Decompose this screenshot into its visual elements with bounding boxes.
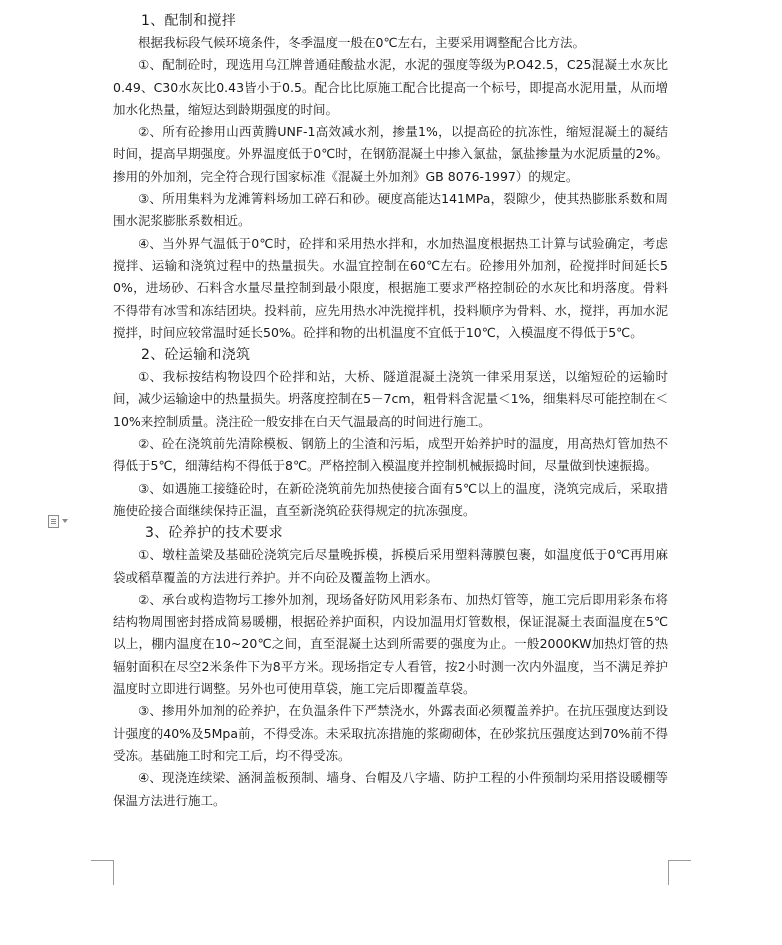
paragraph: ③、掺用外加剂的砼养护，在负温条件下严禁浇水，外露表面必须覆盖养护。在抗压强度达到设计强度的40%及5Mpa前，不得受冻。未采取抗冻措施的浆砌砌体，在砂浆抗压强度达到70%前不得受冻。基础施工时和完工后，均不得受冻。 bbox=[113, 703, 668, 763]
paragraph: ①、墩柱盖梁及基础砼浇筑完后尽量晚拆模，拆模后采用塑料薄膜包裹，如温度低于0℃再用麻袋或稻草覆盖的方法进行养护。并不向砼及覆盖物上洒水。 bbox=[113, 547, 668, 585]
paragraph: ④、当外界气温低于0℃时，砼拌和采用热水拌和，水加热温度根据热工计算与试验确定，考虑搅拌、运输和浇筑过程中的热量损失。水温宜控制在60℃左右。砼掺用外加剂，砼搅拌时间延长50%，进场砂、石料含水量尽量控制到最小限度，根据施工要求严格控制砼的水灰比和坍落度。骨料不得带有冰雪和冻结团块。投料前，应先用热水冲洗搅拌机，投料顺序为骨料、水，搅拌，再加水泥搅拌，时间应较常温时延长50%。砼拌和物的出机温度不宜低于10℃，入模温度不得低于5℃。 bbox=[113, 235, 668, 340]
page-margin-corner-left bbox=[91, 860, 114, 885]
section-heading: 3、砼养护的技术要求 bbox=[145, 525, 283, 542]
paragraph: ①、我标按结构物设四个砼拌和站，大桥、隧道混凝土浇筑一律采用泵送，以缩短砼的运输时间，减少运输途中的热量损失。坍落度控制在5－7cm，粗骨料含泥量＜1%，细集料尽可能控制在＜10%来控制质量。浇注砼一般安排在白天气温最高的时间进行施工。 bbox=[113, 369, 668, 429]
paragraph: ③、所用集料为龙滩箐料场加工碎石和砂。硬度高能达141MPa，裂隙少，使其热膨胀系数和周围水泥浆膨胀系数相近。 bbox=[113, 191, 668, 229]
paragraph: ①、配制砼时，现选用乌江牌普通硅酸盐水泥，水泥的强度等级为P.O42.5，C25混凝土水灰比0.49、C30水灰比0.43皆小于0.5。配合比比原施工配合比提高一个标号，即提高水泥用量，从而增加水化热量，缩短达到龄期强度的时间。 bbox=[113, 57, 668, 117]
paragraph: ②、砼在浇筑前先清除模板、钢筋上的尘渣和污垢，成型开始养护时的温度，用高热灯管加热不得低于5℃，细薄结构不得低于8℃。严格控制入模温度并控制机械振捣时间，尽量做到快速振捣。 bbox=[113, 436, 668, 474]
document-options-button[interactable] bbox=[48, 514, 70, 528]
document-body bbox=[113, 10, 668, 812]
section-heading: 2、砼运输和浇筑 bbox=[141, 347, 251, 364]
page-margin-corner-right bbox=[668, 860, 691, 885]
document-icon bbox=[48, 515, 59, 528]
paragraph: 根据我标段气候环境条件，冬季温度一般在0℃左右，主要采用调整配合比方法。 bbox=[138, 35, 585, 50]
paragraph: ②、承台或构造物圬工掺外加剂，现场备好防风用彩条布、加热灯管等，施工完后即用彩条布将结构物周围密封搭成简易暖棚，根据砼养护面积，内设加温用灯管数根，保证混凝土表面温度在5℃以上，棚内温度在10~20℃之间，直至混凝土达到所需要的强度为止。一般2000KW加热灯管的热辐射面积在尽空2米条件下为8平方米。现场指定专人看管，按2小时测一次内外温度，当不满足养护温度时立即进行调整。另外也可使用草袋，施工完后即覆盖草袋。 bbox=[113, 591, 668, 697]
section-heading: 1、配制和搅拌 bbox=[141, 13, 237, 29]
paragraph: ③、如遇施工接缝砼时，在新砼浇筑前先加热使接合面有5℃以上的温度，浇筑完成后，采取措施使砼接合面继续保持正温，直至新浇筑砼获得规定的抗冻强度。 bbox=[113, 480, 668, 518]
paragraph: ②、所有砼掺用山西黄腾UNF-1高效减水剂，掺量1%，以提高砼的抗冻性，缩短混凝土的凝结时间，提高早期强度。外界温度低于0℃时，在钢筋混凝土中掺入氯盐，氯盐掺量为水泥质量的2%。掺用的外加剂，完全符合现行国家标准《混凝土外加剂》GB 8076-1997）的规定。 bbox=[113, 124, 668, 184]
chevron-down-icon bbox=[62, 519, 68, 523]
paragraph: ④、现浇连续梁、涵洞盖板预制、墙身、台帽及八字墙、防护工程的小件预制均采用搭设暖棚等保温方法进行施工。 bbox=[113, 770, 668, 808]
